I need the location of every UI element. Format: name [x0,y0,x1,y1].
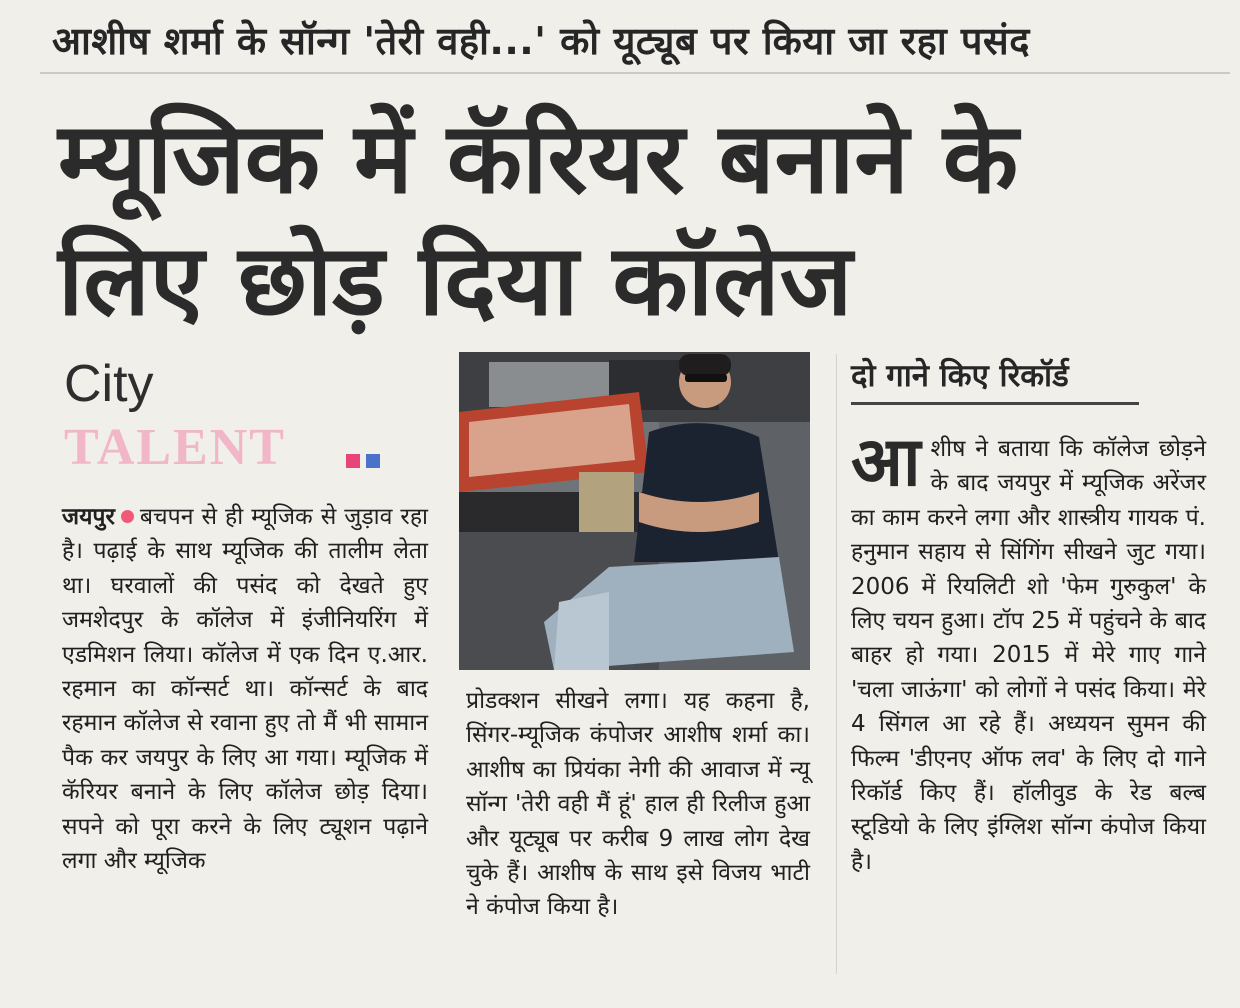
dropcap: आ [851,423,921,502]
column-3 [851,423,1206,879]
section-square-pink [346,454,360,468]
top-rule [40,72,1230,74]
headline: म्यूजिक में कॅरियर बनाने के लिए छोड़ दिया कॉलेज [58,102,1019,338]
column-1-text: बचपन से ही म्यूजिक से जुड़ाव रहा है। पढ़ाई के साथ म्यूजिक की तालीम लेता था। घरवालों की पसंद को देखते हुए जमशेदपुर के कॉलेज में इंजीनियरिंग में एडमिशन लिया। कॉलेज में एक दिन ए.आर. रहमान का कॉन्सर्ट था। कॉन्सर्ट के बाद रहमान कॉलेज से रवाना हुए तो मैं भी सामान पैक कर जयपुर के लिए आ गया। म्यूजिक में कॅरियर बनाने के लिए कॉलेज छोड़ दिया। सपने को पूरा करने के लिए ट्यूशन पढ़ाने लगा और म्यूजिक [62,504,428,875]
column-separator [836,354,837,974]
column-2-text: प्रोडक्शन सीखने लगा। यह कहना है, सिंगर-म्यूजिक कंपोजर आशीष शर्मा का। आशीष का प्रियंका नेगी की आवाज में न्यू सॉन्ग 'तेरी वही मैं हूं' हाल ही रिलीज हुआ और यूट्यूब पर करीब 9 लाख लोग देख चुके हैं। आशीष के साथ इसे विजय भाटी ने कंपोज किया है। [466,688,810,921]
dateline: जयपुर [62,504,115,530]
photo-illustration [459,352,810,670]
kicker: आशीष शर्मा के सॉन्ग 'तेरी वही...' को यूट्यूब पर किया जा रहा पसंद [52,19,1030,63]
column-2 [466,684,810,925]
column-3-subheading: दो गाने किए रिकॉर्ड [851,354,1139,405]
article-photo [459,352,810,670]
dateline-dot [121,510,134,523]
section-square-blue [366,454,380,468]
section-talent-label: TALENT [64,419,286,476]
section-city-label: City [64,355,154,413]
column-1 [62,500,428,878]
column-3-text: शीष ने बताया कि कॉलेज छोड़ने के बाद जयपुर में म्यूजिक अरेंजर का काम करने लगा और शास्त्रीय गायक पं. हनुमान सहाय से सिंगिंग सीखने जुट गया। 2006 में रियलिटी शो 'फेम गुरुकुल' के लिए चयन हुआ। टॉप 25 में पहुंचने के बाद बाहर हो गया। 2015 में मेरे गाए गाने 'चला जाऊंगा' को लोगों ने पसंद किया। मेरे 4 सिंगल आ रहे हैं। अध्ययन सुमन की फिल्म 'डीएनए ऑफ लव' के लिए दो गाने रिकॉर्ड किए हैं। हॉलीवुड के रेड बल्ब स्टूडियो के लिए इंग्लिश सॉन्ग कंपोज किया है। [851,436,1206,875]
